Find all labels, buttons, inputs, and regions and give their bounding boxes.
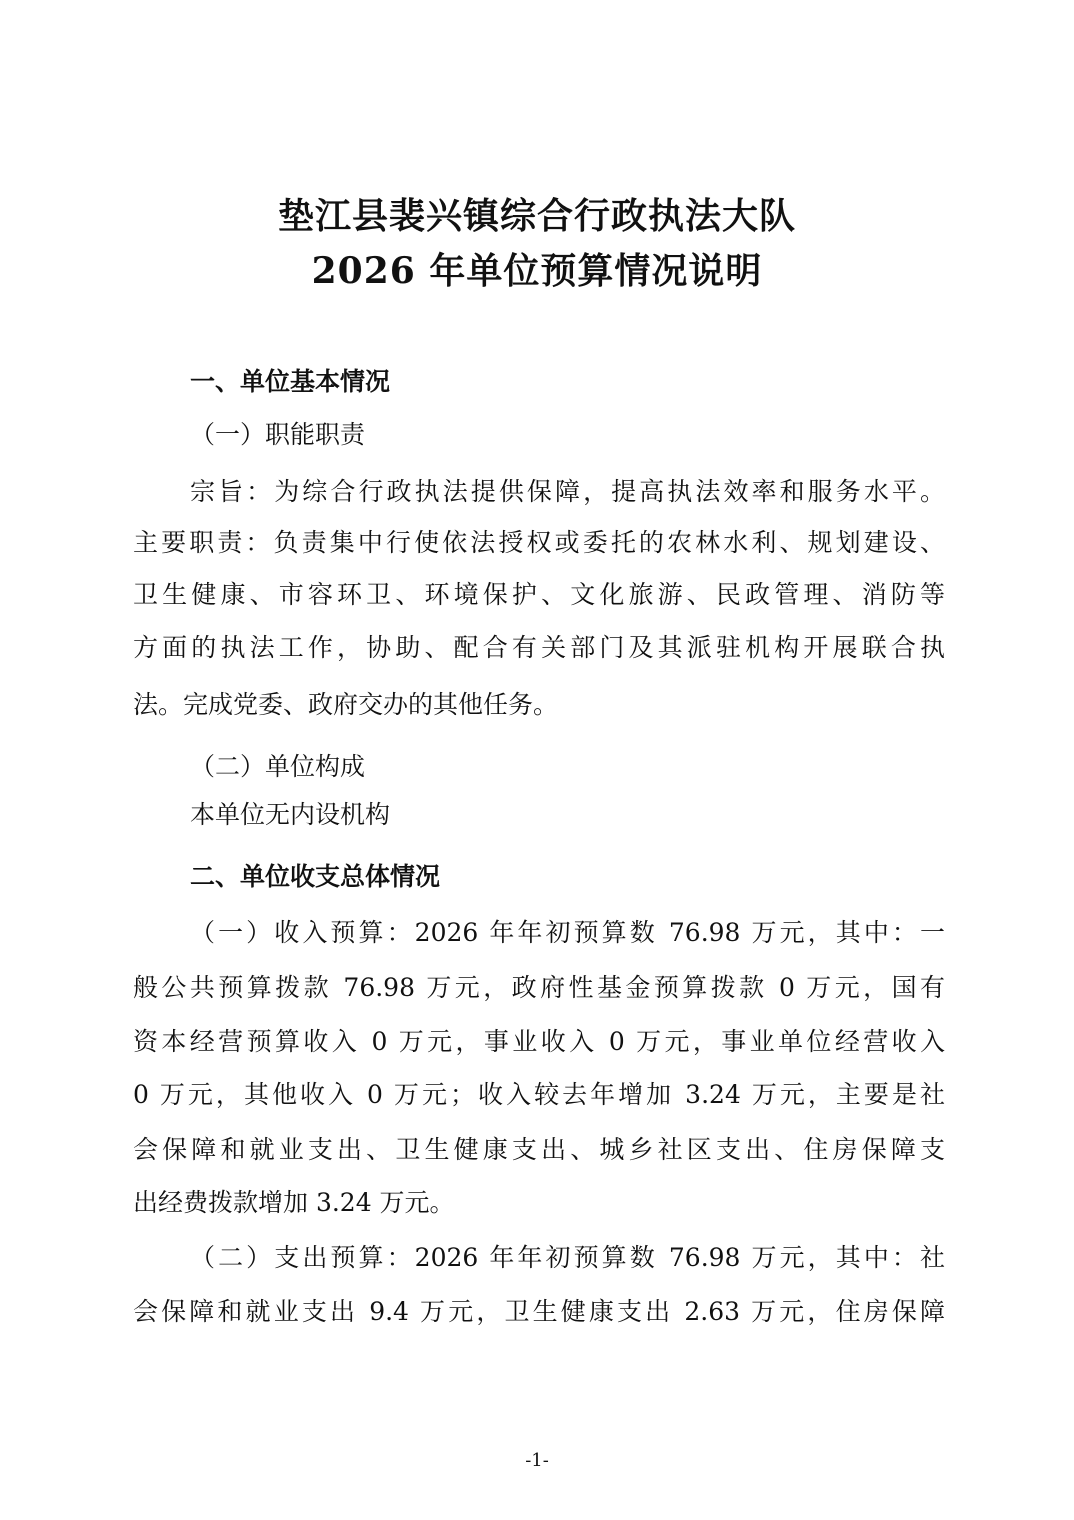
paragraph-line: 宗旨：为综合行政执法提供保障，提高执法效率和服务水平。 [190,477,945,506]
section-heading: 一、单位基本情况 [190,367,391,396]
subheading: （一）职能职责 [190,420,366,449]
paragraph-line: 会保障和就业支出 9.4 万元，卫生健康支出 2.63 万元，住房保障 [133,1297,945,1326]
paragraph-line: 会保障和就业支出、卫生健康支出、城乡社区支出、住房保障支 [133,1135,945,1164]
paragraph-line: 般公共预算拨款 76.98 万元，政府性基金预算拨款 0 万元，国有 [133,973,945,1002]
paragraph-line: 出经费拨款增加 3.24 万元。 [133,1188,455,1217]
document-title: 垫江县裴兴镇综合行政执法大队 [277,195,796,237]
paragraph-line: 0 万元，其他收入 0 万元；收入较去年增加 3.24 万元，主要是社 [133,1080,945,1109]
paragraph-line: 方面的执法工作，协助、配合有关部门及其派驻机构开展联合执 [133,633,945,662]
document-subtitle: 2026 年单位预算情况说明 [311,250,763,292]
paragraph-line: （二）支出预算：2026 年年初预算数 76.98 万元，其中：社 [190,1243,945,1272]
subheading: （二）单位构成 [190,752,366,781]
section-heading: 二、单位收支总体情况 [190,862,441,891]
paragraph-line: 资本经营预算收入 0 万元，事业收入 0 万元，事业单位经营收入 [133,1027,945,1056]
paragraph-line: （一）收入预算：2026 年年初预算数 76.98 万元，其中：一 [190,918,945,947]
paragraph-line: 卫生健康、市容环卫、环境保护、文化旅游、民政管理、消防等 [133,580,945,609]
paragraph-line: 本单位无内设机构 [190,800,391,829]
page-number: -1- [525,1450,549,1471]
paragraph-line: 主要职责：负责集中行使依法授权或委托的农林水利、规划建设、 [133,528,945,557]
paragraph-line: 法。完成党委、政府交办的其他任务。 [133,690,559,719]
